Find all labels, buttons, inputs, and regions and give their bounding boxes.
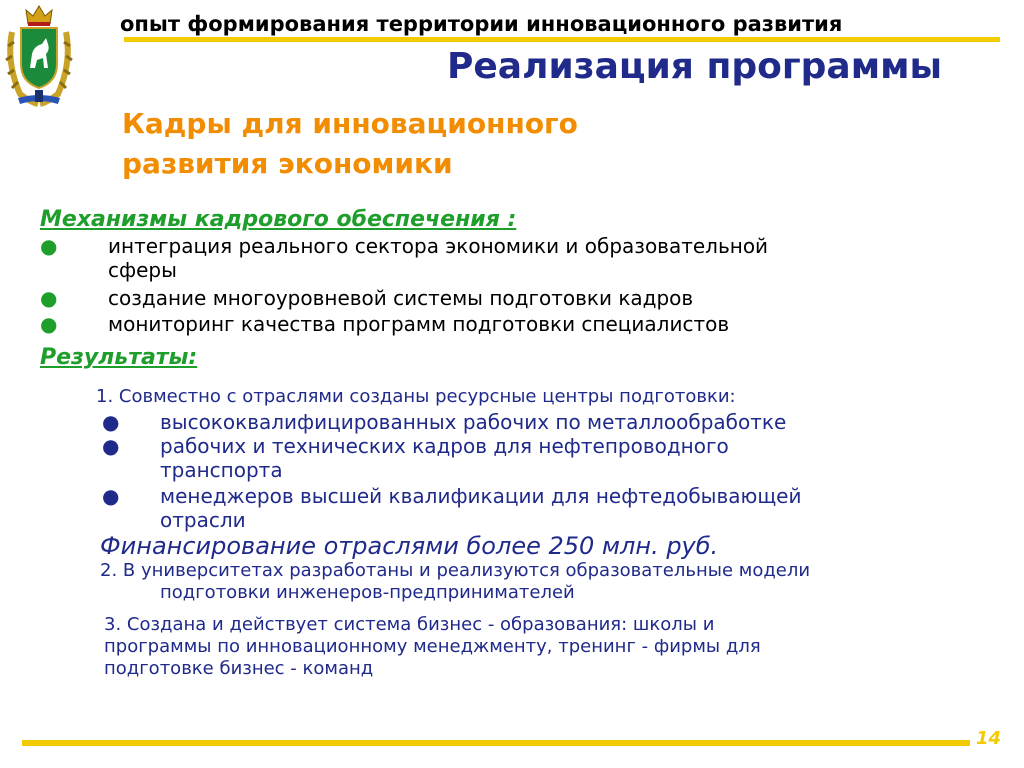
list-item-text: высококвалифицированных рабочих по металлообработке (160, 410, 787, 434)
bullet-dot-icon: ● (40, 312, 58, 336)
subtitle-line-2: развития экономики (122, 147, 453, 180)
list-item-text: мониторинг качества программ подготовки специалистов (108, 312, 730, 336)
subtitle-line-1: Кадры для инновационного (122, 107, 578, 140)
top-heading: опыт формирования территории инновационного развития (120, 12, 843, 36)
bottom-divider (22, 740, 970, 746)
coat-of-arms-icon (4, 2, 74, 108)
result-point-2-line-1: 2. В университетах разработаны и реализуются образовательные модели (100, 560, 811, 581)
result-point-3-line-2: программы по инновационному менеджменту, тренинг - фирмы для (104, 636, 761, 657)
list-item-text: интеграция реального сектора экономики и образовательной (108, 234, 769, 258)
result-point-2 (100, 560, 810, 604)
list-item-text: рабочих и технических кадров для нефтепроводного (160, 434, 729, 458)
page-title: Реализация программы (447, 46, 943, 87)
list-item-text-cont: транспорта (160, 458, 283, 482)
mechanisms-heading: Механизмы кадрового обеспечения : (40, 207, 517, 232)
bullet-dot-icon: ● (40, 234, 58, 258)
list-item-text-cont: сферы (108, 258, 177, 282)
results-heading: Результаты: (40, 345, 198, 370)
result-point-2-line-2: подготовки инженеров-предпринимателей (160, 582, 575, 603)
bullet-dot-icon: ● (102, 410, 120, 434)
page-number: 14 (976, 728, 1002, 749)
list-item-text: создание многоуровневой системы подготовки кадров (108, 286, 694, 310)
result-point-3 (104, 614, 761, 680)
list-item-text: менеджеров высшей квалификации для нефтедобывающей (160, 484, 802, 508)
bullet-dot-icon: ● (102, 484, 120, 508)
list-item-text-cont: отрасли (160, 508, 246, 532)
result-point-3-line-1: 3. Создана и действует система бизнес - образования: школы и (104, 614, 715, 635)
top-divider (124, 37, 1000, 42)
section-subtitle (122, 104, 578, 184)
funding-note: Финансирование отраслями более 250 млн. руб. (100, 532, 719, 560)
bullet-dot-icon: ● (40, 286, 58, 310)
bullet-dot-icon: ● (102, 434, 120, 458)
result-point-1: 1. Совместно с отраслями созданы ресурсные центры подготовки: (96, 386, 736, 407)
result-point-3-line-3: подготовке бизнес - команд (104, 658, 374, 679)
